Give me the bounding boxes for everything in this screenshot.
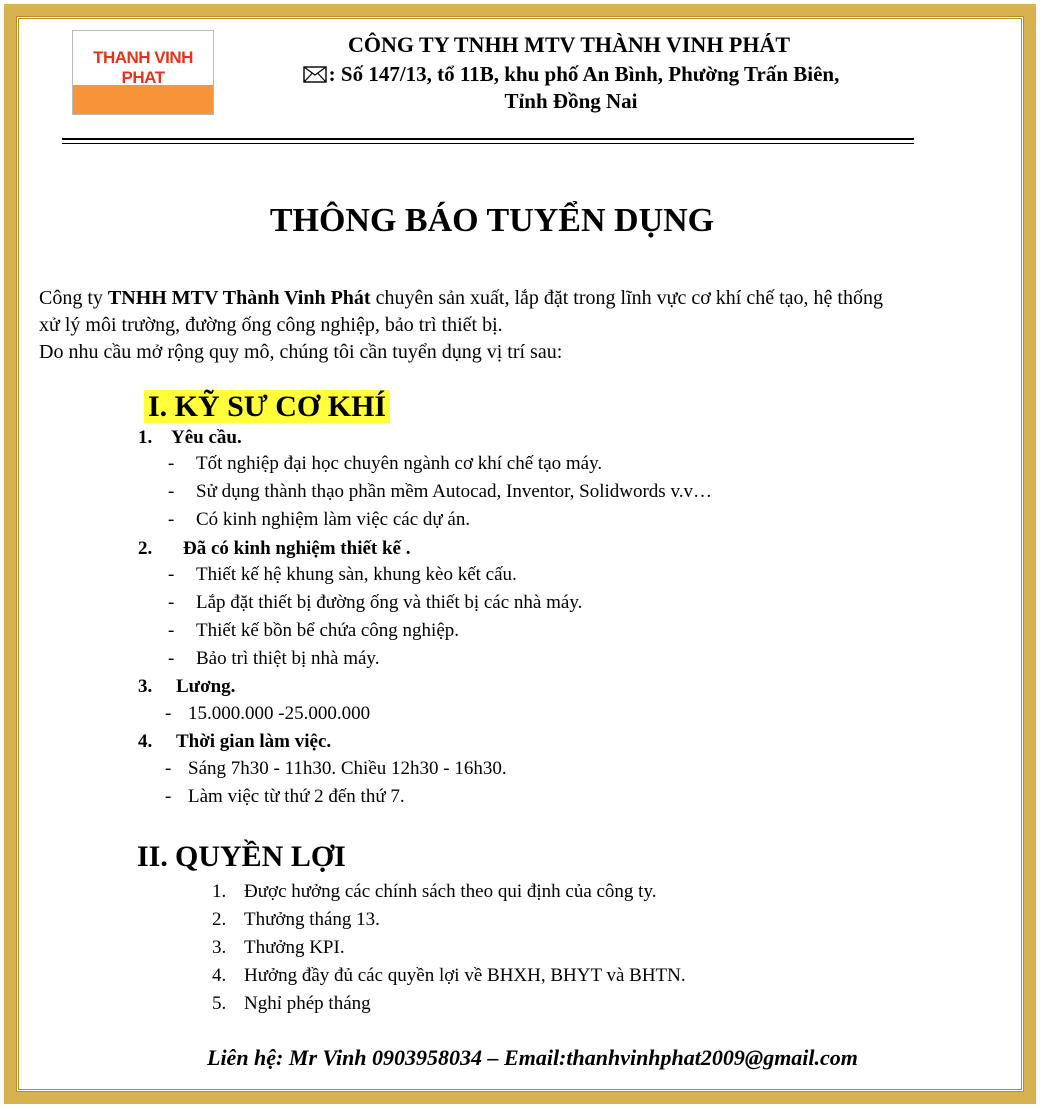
company-name: CÔNG TY TNHH MTV THÀNH VINH PHÁT <box>347 32 791 57</box>
section-2-num: II. <box>137 840 168 873</box>
list-item: Lắp đặt thiết bị đường ống và thiết bị các nhà máy. <box>196 592 583 613</box>
company-logo <box>72 30 214 115</box>
logo-text: THANH VINH PHAT <box>93 48 193 87</box>
envelope-icon <box>303 64 327 89</box>
address-text: : Số 147/13, tổ 11B, khu phố An Bình, Phường Trấn Biên, <box>328 62 840 86</box>
header-divider <box>62 138 914 140</box>
header-divider-thin <box>62 143 914 144</box>
sub-4-num: 4. <box>138 731 153 752</box>
section-1-heading: I. KỸ SƯ CƠ KHÍ <box>144 390 390 424</box>
sub-4-title: Thời gian làm việc. <box>176 731 332 752</box>
benefit-item: Thưởng KPI. <box>244 937 345 958</box>
sub-3-title: Lương. <box>176 676 236 697</box>
list-item: Bảo trì thiệt bị nhà máy. <box>196 648 380 669</box>
contact-line: Liên hệ: Mr Vinh 0903958034 – Email:thanhvinhphat2009@gmail.com <box>207 1045 858 1070</box>
section-2-heading: QUYỀN LỢI <box>175 840 346 873</box>
intro-line-1: Công ty TNHH MTV Thành Vinh Phát chuyên sản xuất, lắp đặt trong lĩnh vực cơ khí chế tạo, hệ thống <box>39 287 883 309</box>
inner-border <box>16 16 1024 1092</box>
list-item: Sáng 7h30 - 11h30. Chiều 12h30 - 16h30. <box>188 758 507 779</box>
list-item: Thiết kế hệ khung sàn, khung kèo kết cấu. <box>196 564 517 585</box>
sub-2-title: Đã có kinh nghiệm thiết kế . <box>183 538 411 559</box>
page-title: THÔNG BÁO TUYỂN DỤNG <box>269 202 715 239</box>
sub-1-num: 1. <box>138 427 153 448</box>
list-item: Tốt nghiệp đại học chuyên ngành cơ khí chế tạo máy. <box>196 453 603 474</box>
benefit-item: Hưởng đầy đủ các quyền lợi về BHXH, BHYT và BHTN. <box>244 965 686 986</box>
list-item: Có kinh nghiệm làm việc các dự án. <box>196 509 471 530</box>
benefit-item: Được hưởng các chính sách theo qui định của công ty. <box>244 881 657 902</box>
salary-value: 15.000.000 -25.000.000 <box>188 703 371 724</box>
address-line-2: Tỉnh Đồng Nai <box>504 89 638 113</box>
sub-1-title: Yêu cầu. <box>171 427 242 448</box>
sub-2-num: 2. <box>138 538 153 559</box>
address-line-1 <box>256 62 886 89</box>
company-name-inline: TNHH MTV Thành Vinh Phát <box>107 287 371 309</box>
list-item: Sử dụng thành thạo phần mềm Autocad, Inventor, Solidwords v.v… <box>196 481 712 502</box>
sub-3-num: 3. <box>138 676 153 697</box>
list-item: Làm việc từ thứ 2 đến thứ 7. <box>188 786 405 807</box>
intro-line-3: Do nhu cầu mở rộng quy mô, chúng tôi cần tuyển dụng vị trí sau: <box>39 341 563 363</box>
benefit-item: Nghỉ phép tháng <box>244 993 371 1014</box>
intro-line-2: xử lý môi trường, đường ống công nghiệp, bảo trì thiết bị. <box>39 314 503 336</box>
list-item: Thiết kế bồn bể chứa công nghiệp. <box>196 620 460 641</box>
benefit-item: Thưởng tháng 13. <box>244 909 380 930</box>
